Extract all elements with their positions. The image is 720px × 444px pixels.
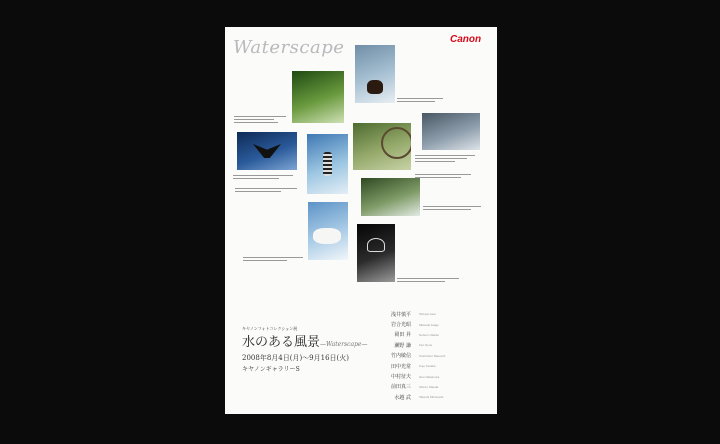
jellyfish-shape [367, 238, 385, 252]
canon-logo: Canon [450, 34, 482, 45]
artist-name-jp: 瀬野 謙 [394, 342, 411, 349]
caption-coast [415, 154, 479, 168]
exhibition-venue: キヤノンギャラリーS [242, 366, 300, 373]
artist-name-jp: 水越 武 [394, 394, 411, 401]
caption-whale [233, 174, 295, 184]
poster-title: Waterscape [233, 37, 345, 58]
artist-name-jp: 岩合光昭 [390, 322, 411, 329]
artist-row [379, 382, 445, 392]
photo-bear [355, 45, 395, 103]
artist-row [379, 330, 445, 340]
artist-name-jp: 田中光常 [390, 363, 411, 370]
artist-row [379, 351, 445, 361]
exhibition-subtitle: —Waterscape— [320, 341, 368, 348]
photo-river [361, 178, 420, 216]
photo-polar-bears [308, 202, 348, 260]
artist-row [379, 340, 445, 350]
caption-polar-bears [243, 256, 305, 266]
artist-name-en: Kojo Tanaka [419, 364, 436, 369]
artist-name-jp: 前田真三 [390, 384, 411, 391]
caption-person [235, 187, 301, 197]
artist-name-en: Noboru Okada [419, 332, 439, 337]
bear-shape [367, 80, 383, 94]
caption-grass [234, 115, 286, 125]
artist-name-jp: 竹内敏信 [390, 353, 411, 360]
photo-person-sea [307, 134, 348, 194]
artist-row [379, 309, 445, 319]
person-shape [323, 152, 332, 176]
series-label: キヤノンフォトコレクション展 [242, 326, 298, 331]
artist-name-en: Shinzo Maeda [419, 384, 439, 389]
waterwheel-shape [381, 127, 411, 159]
artist-name-en: Shinpei Asai [419, 312, 436, 317]
photo-coast [422, 113, 480, 150]
exhibition-title-jp: 水のある風景 [242, 335, 321, 350]
artist-name-en: Toshinobu Takeuchi [419, 353, 446, 358]
artist-row [379, 371, 445, 381]
polar-bear-shape [313, 228, 341, 244]
artist-name-en: Takeshi Mizukoshi [419, 395, 444, 400]
caption-river [423, 205, 483, 215]
artist-name-en: Ikuo Nakamura [419, 374, 440, 379]
photo-waterwheel [353, 123, 411, 170]
caption-jellyfish [397, 277, 461, 287]
artist-name-jp: 中村征夫 [390, 374, 411, 381]
exhibition-title [242, 331, 367, 350]
caption-waterwheel [415, 173, 475, 183]
artist-name-en: Ken Seno [419, 343, 433, 348]
whale-tail-shape [253, 144, 281, 158]
artist-row [379, 392, 445, 402]
exhibition-poster [225, 27, 497, 414]
artist-row [379, 319, 445, 329]
artist-name-en: Mitsuaki Iwago [419, 322, 439, 327]
exhibition-dates: 2008年8月4日(月)〜9月16日(火) [242, 354, 350, 362]
photo-grass [292, 71, 344, 123]
artist-row [379, 361, 445, 371]
photo-whale-tail [237, 132, 297, 170]
artist-name-jp: 岡田 昇 [394, 332, 411, 339]
artist-name-jp: 浅井慎平 [390, 311, 411, 318]
photo-jellyfish [357, 224, 395, 282]
caption-bear [397, 97, 445, 107]
artist-list [379, 309, 445, 403]
